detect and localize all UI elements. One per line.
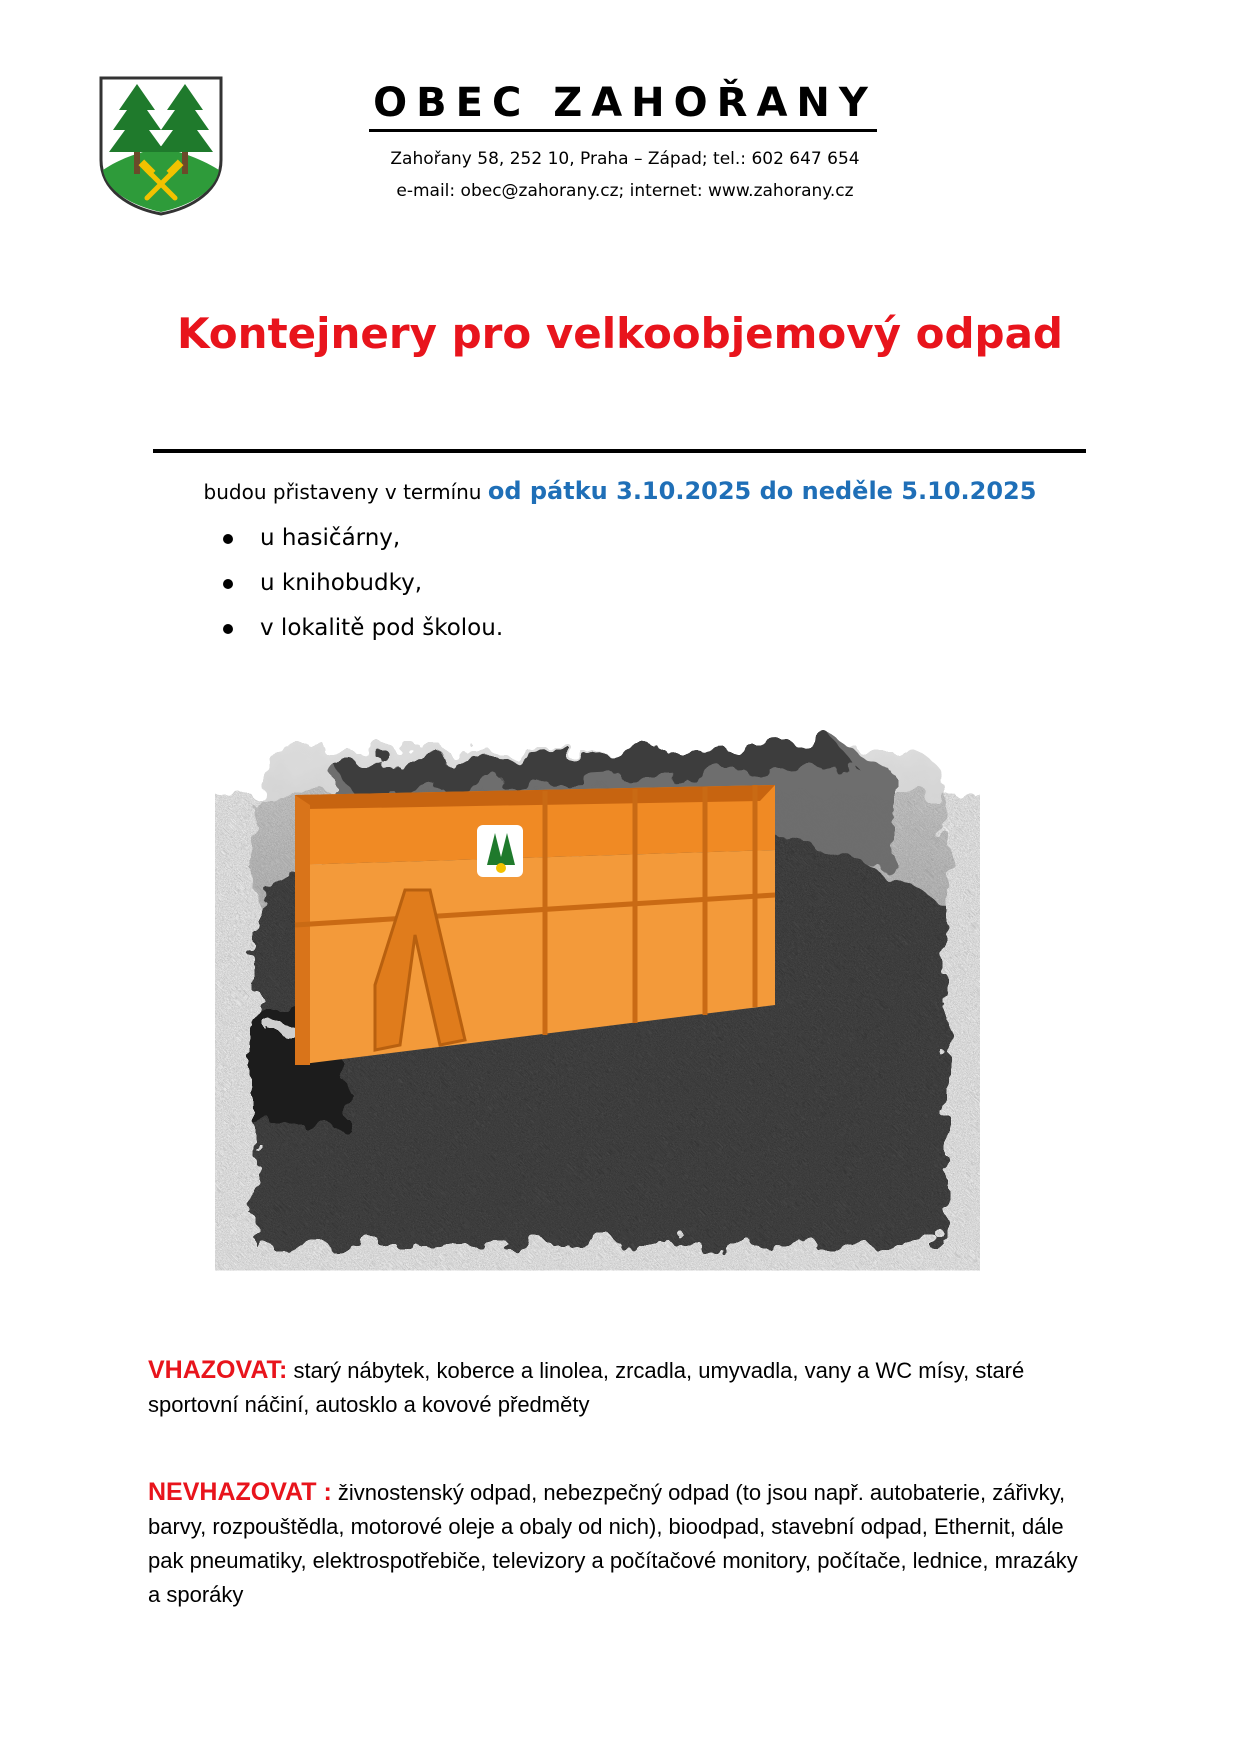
forbidden-items-paragraph — [148, 1475, 1088, 1612]
location-item: v lokalitě pod školou. — [218, 613, 503, 658]
bullet-icon — [223, 624, 233, 634]
coat-of-arms-logo — [97, 74, 225, 216]
allowed-label: VHAZOVAT: — [148, 1356, 288, 1384]
title-separator — [153, 449, 1086, 453]
bullet-icon — [223, 534, 233, 544]
forbidden-text: živnostenský odpad, nebezpečný odpad (to jsou např. autobaterie, zářivky, barvy, rozpouštědla, motorové oleje a obaly od nich), bioodpad, stavební odpad, Ethernit, dále pak pneumatiky, elektrospotřebiče, televizory a počítačové monitory, počítače, lednice, mrazáky a sporáky — [148, 1480, 1078, 1607]
allowed-text: starý nábytek, koberce a linolea, zrcadla, umyvadla, vany a WC mísy, staré sportovní náčiní, autosklo a kovové předměty — [148, 1358, 1025, 1417]
location-item: u hasičárny, — [218, 523, 503, 568]
location-item: u knihobudky, — [218, 568, 503, 613]
date-line — [100, 475, 1140, 508]
municipality-name: OBEC ZAHOŘANY — [373, 80, 877, 126]
container-photo — [215, 705, 980, 1275]
bullet-icon — [223, 579, 233, 589]
location-list — [218, 523, 503, 658]
date-range: od pátku 3.10.2025 do neděle 5.10.2025 — [487, 477, 1037, 505]
contact-line: e-mail: obec@zahorany.cz; internet: www.zahorany.cz — [396, 181, 854, 201]
notice-title: Kontejnery pro velkoobjemový odpad — [177, 309, 1063, 358]
address-line: Zahořany 58, 252 10, Praha – Západ; tel.: 602 647 654 — [390, 149, 860, 169]
date-prefix: budou přistaveny v termínu — [203, 480, 488, 504]
forbidden-label: NEVHAZOVAT : — [148, 1478, 332, 1506]
allowed-items-paragraph — [148, 1353, 1088, 1422]
header-underline — [369, 129, 877, 132]
